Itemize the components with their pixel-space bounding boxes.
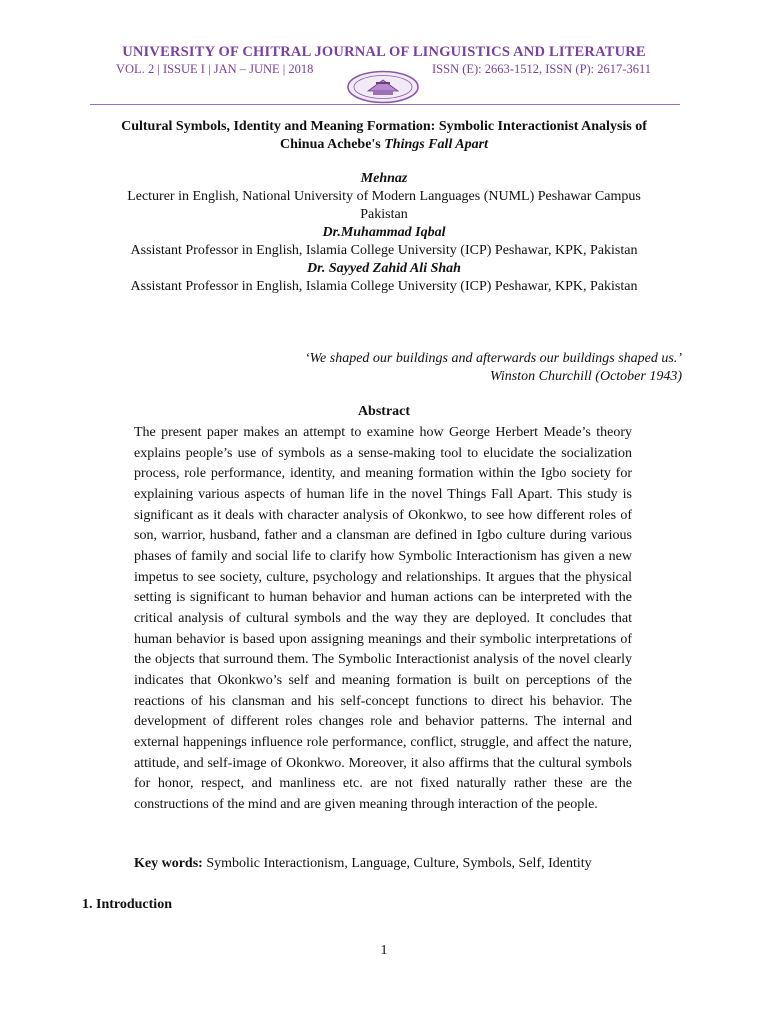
author-affiliation-cont: Pakistan [360, 207, 408, 222]
issn-info: ISSN (E): 2663-1512, ISSN (P): 2617-3611 [432, 62, 651, 76]
page-number: 1 [380, 943, 388, 958]
keywords-list: Symbolic Interactionism, Language, Culture, Symbols, Self, Identity [202, 856, 592, 871]
author-name: Dr. Sayyed Zahid Ali Shah [307, 261, 461, 276]
paper-title [80, 118, 688, 154]
author-affiliation: Assistant Professor in English, Islamia College University (ICP) Peshawar, KPK, Pakistan [130, 279, 638, 294]
volume-info: VOL. 2 | ISSUE I | JAN – JUNE | 2018 [116, 62, 314, 76]
keywords-label: Key words: [134, 856, 203, 871]
section-heading-introduction: 1. Introduction [82, 897, 172, 912]
epigraph [202, 350, 682, 386]
keywords [134, 855, 654, 873]
header-divider [90, 104, 680, 105]
epigraph-attribution: Winston Churchill (October 1943) [490, 369, 682, 384]
author-block [80, 170, 688, 296]
abstract-body: The present paper makes an attempt to examine how George Herbert Meade’s theory explains people’s use of symbols as a sense-making tool to elucidate the socialization process, role performance, identity, and meaning formation within the Igbo society for explaining various aspects of human life in the novel Things Fall Apart. This study is significant as it deals with character analysis of Okonkwo, to see how different roles of son, warrior, husband, father and a clansman are defined in Igbo culture during various phases of family and social life to clarify how Symbolic Interactionism has given a new impetus to see society, culture, psychology and relationships. It argues that the physical setting is significant to human behavior and human actions can be interpreted with the critical analysis of cultural symbols and the way they are deployed. It concludes that human behavior is based upon assigning meanings and their symbolic interpretations of the objects that surround them. The Symbolic Interactionist analysis of the novel clearly indicates that Okonkwo’s self and meaning formation is built on perceptions of the reactions of his clansman and his self-concept functions to direct his behavior. The development of different roles changes role and behavior patterns. The internal and external happenings influence role performance, conflict, struggle, and affect the nature, attitude, and self-image of Okonkwo. Moreover, it also affirms that the cultural symbols for honor, respect, and manliness etc. are not fixed naturally rather these are the constructions of the mind and are given meaning through interaction of the people. [134, 425, 632, 812]
journal-logo-icon [346, 70, 420, 104]
abstract-heading: Abstract [357, 404, 411, 419]
paper-title-line1: Cultural Symbols, Identity and Meaning Formation: Symbolic Interactionist Analysis of [121, 119, 647, 134]
author-name: Mehnaz [360, 171, 408, 186]
paper-title-novel: Things Fall Apart [384, 137, 488, 152]
epigraph-quote: ‘We shaped our buildings and afterwards our buildings shaped us.’ [305, 351, 682, 366]
paper-title-author-ref: Chinua Achebe's [280, 137, 385, 152]
author-name: Dr.Muhammad Iqbal [322, 225, 446, 240]
journal-title: UNIVERSITY OF CHITRAL JOURNAL OF LINGUISTICS AND LITERATURE [122, 44, 646, 60]
author-affiliation: Lecturer in English, National University of Modern Languages (NUML) Peshawar Campus [127, 189, 641, 204]
author-affiliation: Assistant Professor in English, Islamia College University (ICP) Peshawar, KPK, Pakistan [130, 243, 638, 258]
